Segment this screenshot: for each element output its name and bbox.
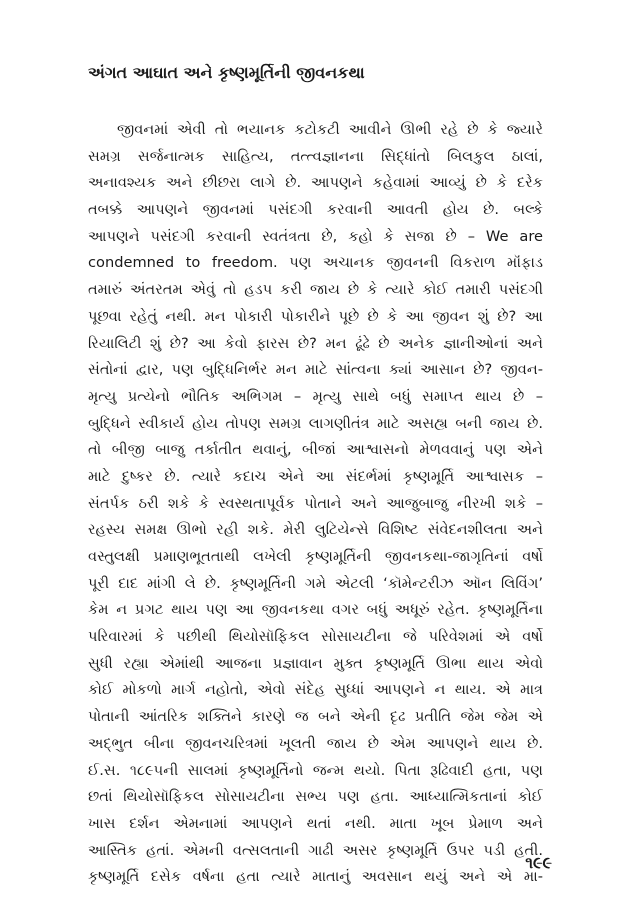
text-line: કોઈ મોકળો માર્ગ નહોતો, એવો સંદેહ સુધ્ધાં આપણને ન થાય. એ માત્ર [88, 681, 543, 699]
text-line: સમગ્ર સર્જનાત્મક સાહિત્ય, તત્ત્વજ્ઞાનના સિદ્ધાંતો બિલકુલ ઠાલાં, [88, 147, 543, 165]
text-line: પરિવારમાં કે પછીથી થિયોસૉફિકલ સોસાયટીના જે પરિવેશમાં એ વર્ષો [88, 628, 543, 646]
text-line: સંતોનાં દ્વાર, પણ બુદ્ધિનિર્ભર મન માટે સાંત્વના ક્યાં આસાન છે? જીવન- [88, 361, 543, 379]
text-line: મૃત્યુ પ્રત્યેનો ભૌતિક અભિગમ – મૃત્યુ સાથે બધું સમાપ્ત થાય છે – [88, 387, 543, 405]
text-line: વસ્તુલક્ષી પ્રમાણભૂતતાથી લખેલી કૃષ્ણમૂર્તિની જીવનકથા-જાગૃતિનાં વર્ષો [88, 548, 543, 565]
text-line: બુદ્ધિને સ્વીકાર્ય હોય તોપણ સમગ્ર લાગણીતંત્ર માટે અસહ્ય બની જાય છે. [88, 414, 543, 432]
text-line: અનાવશ્યક અને છીછરા લાગે છે. આપણને કહેવામાં આવ્યું છે કે દરેક [88, 174, 543, 192]
text-line: તો બીજી બાજુ તર્કાતીત થવાનું, બીજાં આશ્વાસનો મેળવવાનું પણ એને [88, 441, 543, 459]
text-line: કૃષ્ણમૂર્તિ દસેક વર્ષના હતા ત્યારે માતાનું અવસાન થયું અને એ મા- [88, 868, 543, 886]
text-line: તબક્કે આપણને જીવનમાં પસંદગી કરવાની આવતી હોય છે. બલ્કે [88, 201, 543, 219]
text-line: સુધી રહ્યા એમાંથી આજના પ્રજ્ઞાવાન મુક્ત કૃષ્ણમૂર્તિ ઊભા થાય એવો [88, 654, 543, 672]
text-line: તમારું અંતરતમ એવું તો હડપ કરી જાય છે કે ત્યારે કોઈ તમારી પસંદગી [88, 281, 543, 299]
text-line: જીવનમાં એવી તો ભયાનક કટોકટી આવીને ઊભી રહે છે કે જ્યારે [117, 121, 543, 138]
text-line: ઈ.સ. ૧૮૯૫ની સાલમાં કૃષ્ણમૂર્તિનો જન્મ થયો. પિતા રૂઢિવાદી હતા, પણ [88, 761, 543, 779]
text-line: આપણને પસંદગી કરવાની સ્વતંત્રતા છે, કહો કે સજા છે – We are [88, 227, 543, 245]
text-line: રિયાલિટી શું છે? આ કેવો ફારસ છે? મન ઢૂંઢે છે અનેક જ્ઞાનીઓનાં અને [88, 334, 543, 352]
text-line: સંતર્પક ઠરી શકે કે સ્વસ્થતાપૂર્વક પોતાને અને આજુબાજુ નીરખી શકે – [88, 494, 543, 512]
text-line: કેમ ન પ્રગટ થાય પણ આ જીવનકથા વગર બધું અધૂરું રહેત. કૃષ્ણમૂર્તિના [88, 601, 543, 619]
text-line: માટે દુષ્કર છે. ત્યારે કદાચ એને આ સંદર્ભમાં કૃષ્ણમૂર્તિ આશ્વાસક – [88, 467, 543, 485]
chapter-heading: અંગત આઘાત અને કૃષ્ણમૂર્તિની જીવનકથા [88, 63, 365, 82]
text-line: છતાં થિયોસૉફિકલ સોસાયટીના સભ્ય પણ હતા. આધ્યાત્મિકતાનાં કોઈ [88, 788, 543, 806]
text-line: રહસ્ય સમક્ષ ઊભો રહી શકે. મેરી લુટિયેન્સે વિશિષ્ટ સંવેદનશીલતા અને [88, 521, 543, 539]
page-number: ૧૯૯ [525, 853, 552, 872]
text-line: ખાસ દર્શન એમનામાં આપણને થતાં નથી. માતા ખૂબ પ્રેમાળ અને [88, 814, 543, 832]
text-line: આસ્તિક હતાં. એમની વત્સલતાની ગાઢી અસર કૃષ્ણમૂર્તિ ઉપર પડી હતી. [88, 841, 543, 859]
text-line: પૂછવા રહેતું નથી. મન પોકારી પોકારીને પૂછે છે કે આ જીવન શું છે? આ [88, 307, 543, 325]
text-line: અદ્‌ભુત બીના જીવનચરિત્રમાં ખૂલતી જાય છે એમ આપણને થાય છે. [88, 734, 543, 752]
text-line: પોતાની આંતરિક શક્તિને કારણે જ બને એની દૃઢ પ્રતીતિ જેમ જેમ એ [88, 708, 543, 726]
text-line: condemned to freedom. પણ અચાનક જીવનની વિકરાળ મૉંફાડ [88, 254, 543, 272]
text-line: પૂરી દાદ માંગી લે છે. કૃષ્ણમૂર્તિની ગમે એટલી ‘કૉમેન્ટરીઝ ઑન લિવિંગ’ [88, 574, 543, 592]
body-paragraph [88, 117, 543, 891]
